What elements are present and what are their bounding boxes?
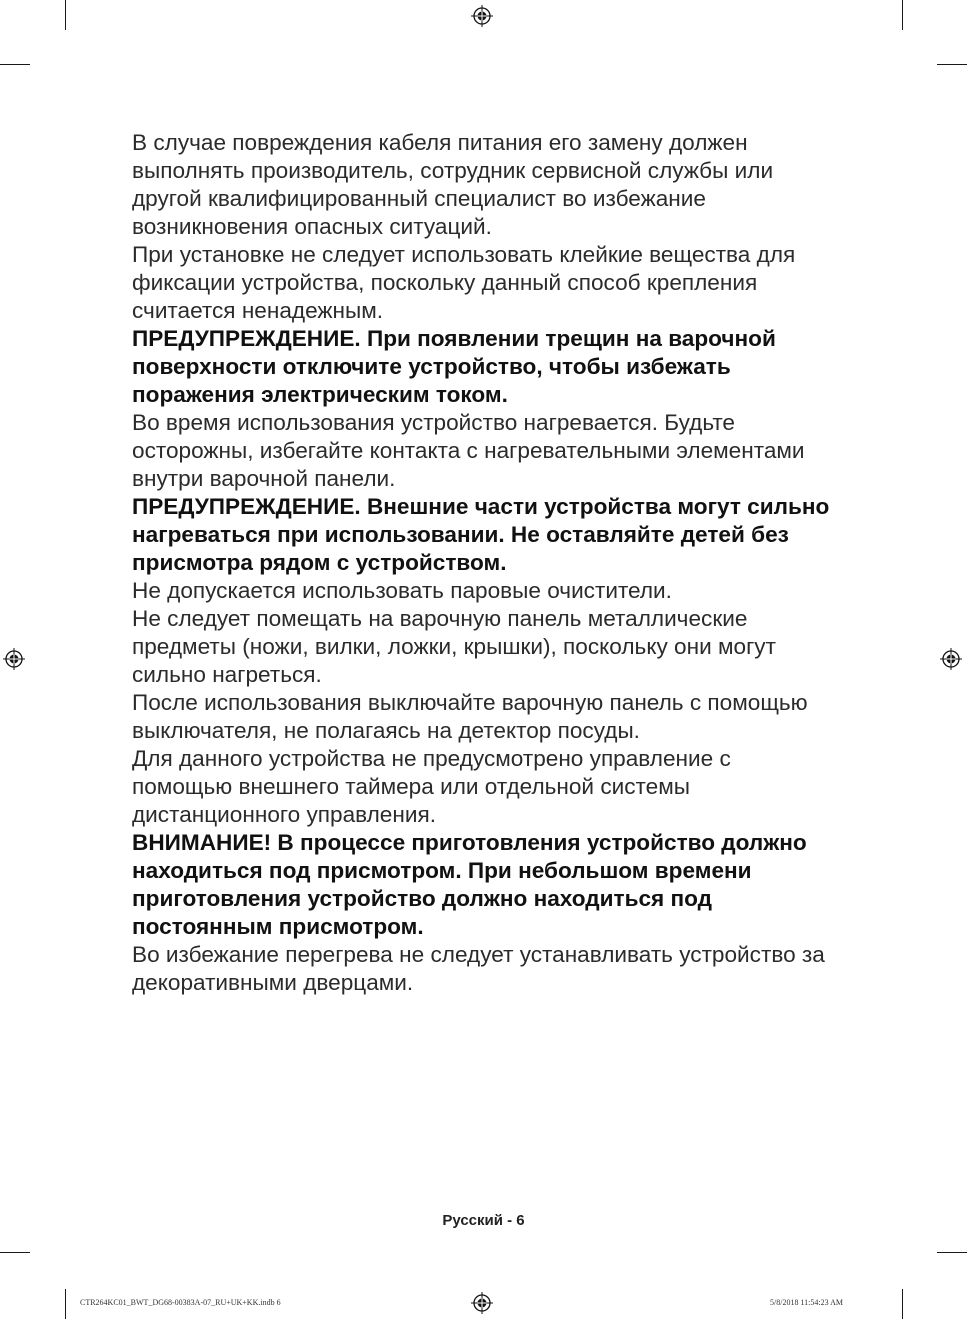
paragraph: Не следует помещать на варочную панель металлические предметы (ножи, вилки, ложки, крышки), поскольку они могут сильно нагреться. [132,606,776,687]
paragraph: В случае повреждения кабеля питания его замену должен выполнять производитель, сотрудник сервисной службы или другой квалифицированный специалист во избежание возникновения опасных ситуаций. [132,130,774,239]
print-slug-timestamp: 5/8/2018 11:54:23 AM [770,1298,844,1307]
registration-mark-icon [471,5,493,27]
crop-mark [0,64,30,65]
paragraph: Во избежание перегрева не следует устанавливать устройство за декоративными дверцами. [132,942,825,995]
crop-mark [65,0,66,30]
crop-mark [902,0,903,30]
paragraph: Для данного устройства не предусмотрено управление с помощью внешнего таймера или отдельной системы дистанционного управления. [132,746,731,827]
print-slug-filename: CTR264KC01_BWT_DG68-00383A-07_RU+UK+KK.indb 6 [80,1298,281,1307]
page-number: Русский - 6 [442,1212,525,1229]
warning-paragraph: ВНИМАНИЕ! В процессе приготовления устройство должно находиться под присмотром. При небольшом времени приготовления устройство должно находиться под постоянным присмотром. [132,830,807,939]
registration-mark-icon [3,648,25,670]
warning-paragraph: ПРЕДУПРЕЖДЕНИЕ. Внешние части устройства могут сильно нагреваться при использовании. Не оставляйте детей без присмотра рядом с устройством. [132,494,830,575]
crop-mark [902,1289,903,1319]
crop-mark [0,1252,30,1253]
paragraph: После использования выключайте варочную панель с помощью выключателя, не полагаясь на детектор посуды. [132,690,808,743]
crop-mark [65,1289,66,1319]
crop-mark [937,1252,967,1253]
safety-instructions [132,129,832,997]
paragraph: Не допускается использовать паровые очистители. [132,578,672,603]
warning-paragraph: ПРЕДУПРЕЖДЕНИЕ. При появлении трещин на варочной поверхности отключите устройство, чтобы избежать поражения электрическим током. [132,326,776,407]
registration-mark-icon [471,1292,493,1314]
crop-mark [937,64,967,65]
paragraph: При установке не следует использовать клейкие вещества для фиксации устройства, поскольку данный способ крепления считается ненадежным. [132,242,796,323]
paragraph: Во время использования устройство нагревается. Будьте осторожны, избегайте контакта с нагревательными элементами внутри варочной панели. [132,410,805,491]
registration-mark-icon [940,648,962,670]
